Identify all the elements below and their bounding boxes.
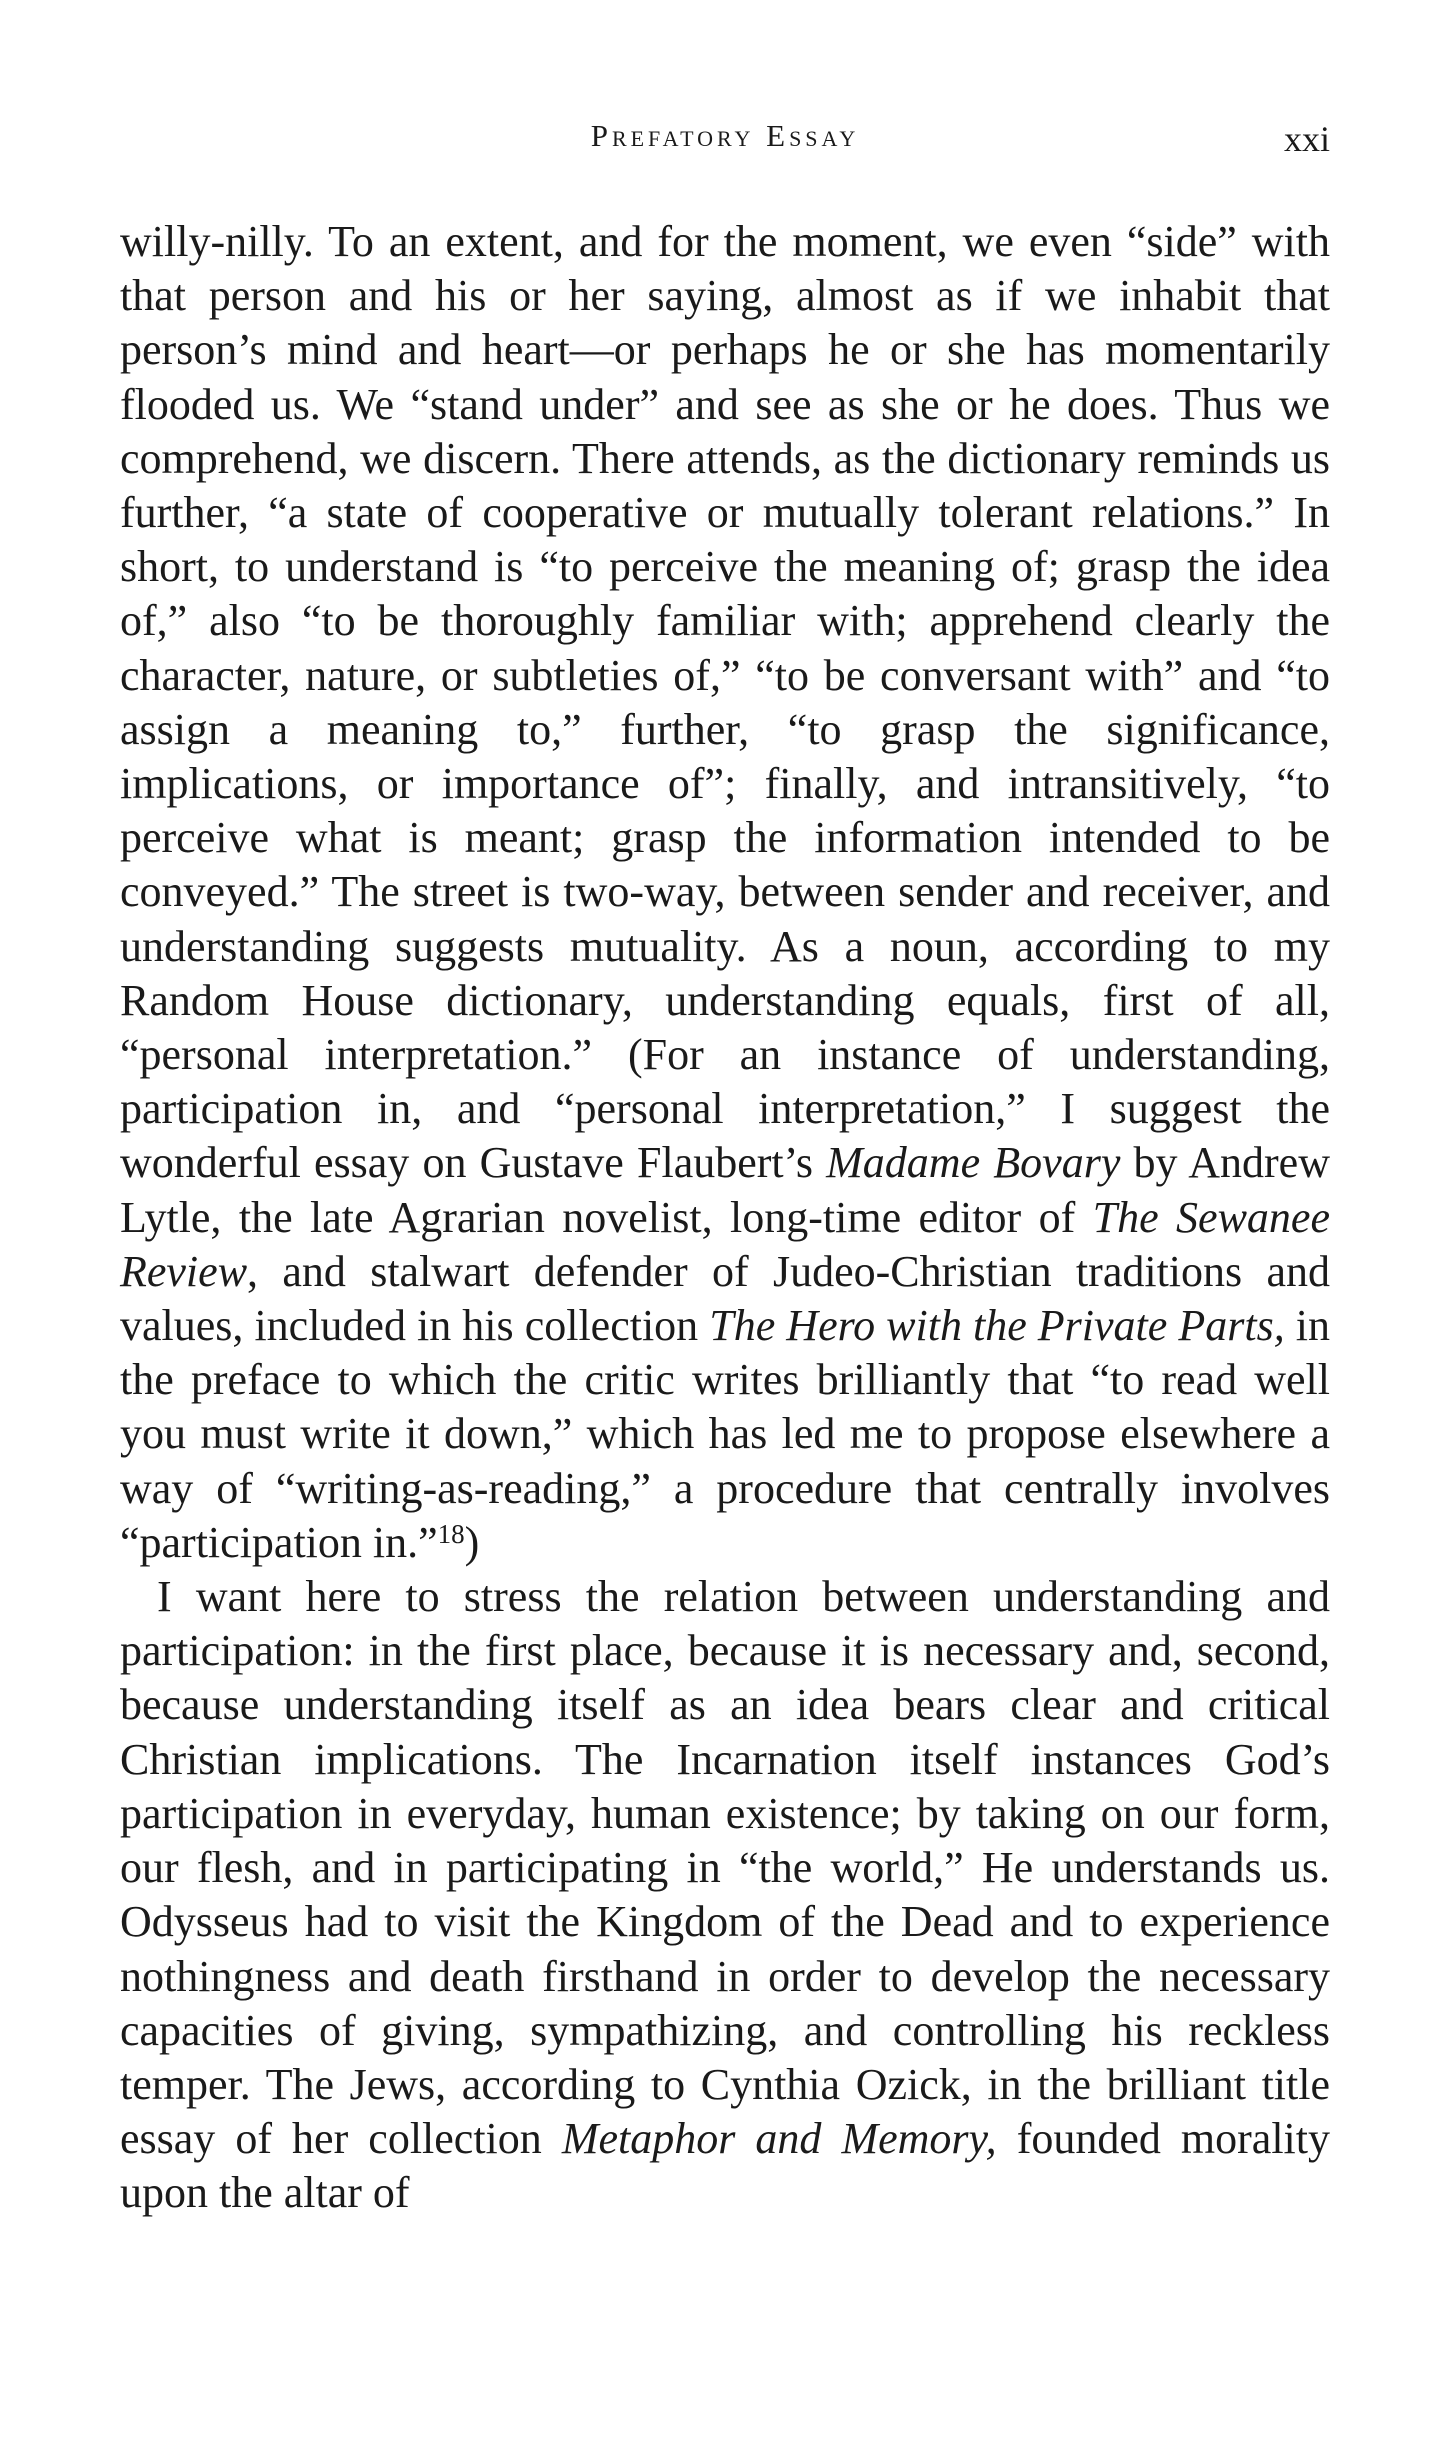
paragraph-1 xyxy=(120,215,1330,1570)
p1-italic-sewanee-review: The Sewanee Review xyxy=(120,1192,1330,1296)
p1-text-1: willy-nilly. To an extent, and for the moment, we even “side” with that person and his or her saying, almost as if we inhabit that person’s mind and heart—or perhaps he or she has momentarily flooded us. We “stand under” and see as she or he does. Thus we comprehend, we discern. There attends, as the dictionary reminds us further, “a state of cooperative or mutually tolerant relations.” In short, to understand is “to perceive the meaning of; grasp the idea of,” also “to be thoroughly familiar with; apprehend clearly the character, nature, or subtleties of,” “to be conversant with” and “to assign a meaning to,” further, “to grasp the significance, implications, or importance of”; finally, and intransitively, “to perceive what is meant; grasp the information intended to be conveyed.” The street is two-way, between sender and receiver, and understanding suggests mutuality. As a noun, according to my Random House dictionary, understanding equals, first of all, “personal interpretation.” (For an instance of understanding, participation in, and “personal interpretation,” I suggest the wonderful essay on Gustave Flaubert’s xyxy=(120,217,1330,1188)
paragraph-2 xyxy=(120,1570,1330,2220)
p1-text-4: in the preface to which the critic writes brilliantly that “to read well you must write it down,” which has led me to propose elsewhere a way of “writing-as-reading,” a procedure that centrally involves “participation in.” xyxy=(120,1301,1330,1567)
footnote-marker-18: 18 xyxy=(437,1518,465,1549)
page-number: xxi xyxy=(1283,119,1330,159)
p1-text-3: , and stalwart defender of Judeo-Christian traditions and values, included in his collection xyxy=(120,1246,1330,1351)
running-head-title: Prefatory Essay xyxy=(590,118,860,153)
p2-text-1: I want here to stress the relation between understanding and participation: in the first place, because it is necessary and, second, because understanding itself as an idea bears clear and critical Christian implications. The Incarnation itself instances God’s participation in everyday, human existence; by taking on our form, our flesh, and in participating in “the world,” He understands us. Odysseus had to visit the Kingdom of the Dead and to experience nothingness and death firsthand in order to develop the necessary capacities of giving, sympathizing, and controlling his reckless temper. The Jews, according to Cynthia Ozick, in the brilliant title essay of her collection xyxy=(120,1572,1330,2164)
p2-italic-metaphor-memory: Metaphor and Memory, xyxy=(561,2114,997,2164)
running-head xyxy=(120,118,1330,168)
p2-text-2: founded morality upon the altar of xyxy=(120,2114,1330,2218)
p1-text-2: by Andrew Lytle, the late Agrarian novelist, long-time editor of xyxy=(120,1138,1330,1242)
body-text xyxy=(120,215,1330,2221)
p1-italic-madame-bovary: Madame Bovary xyxy=(826,1138,1121,1188)
p1-italic-hero-private-parts: The Hero with the Private Parts, xyxy=(709,1301,1285,1351)
p1-text-5: ) xyxy=(464,1517,480,1567)
